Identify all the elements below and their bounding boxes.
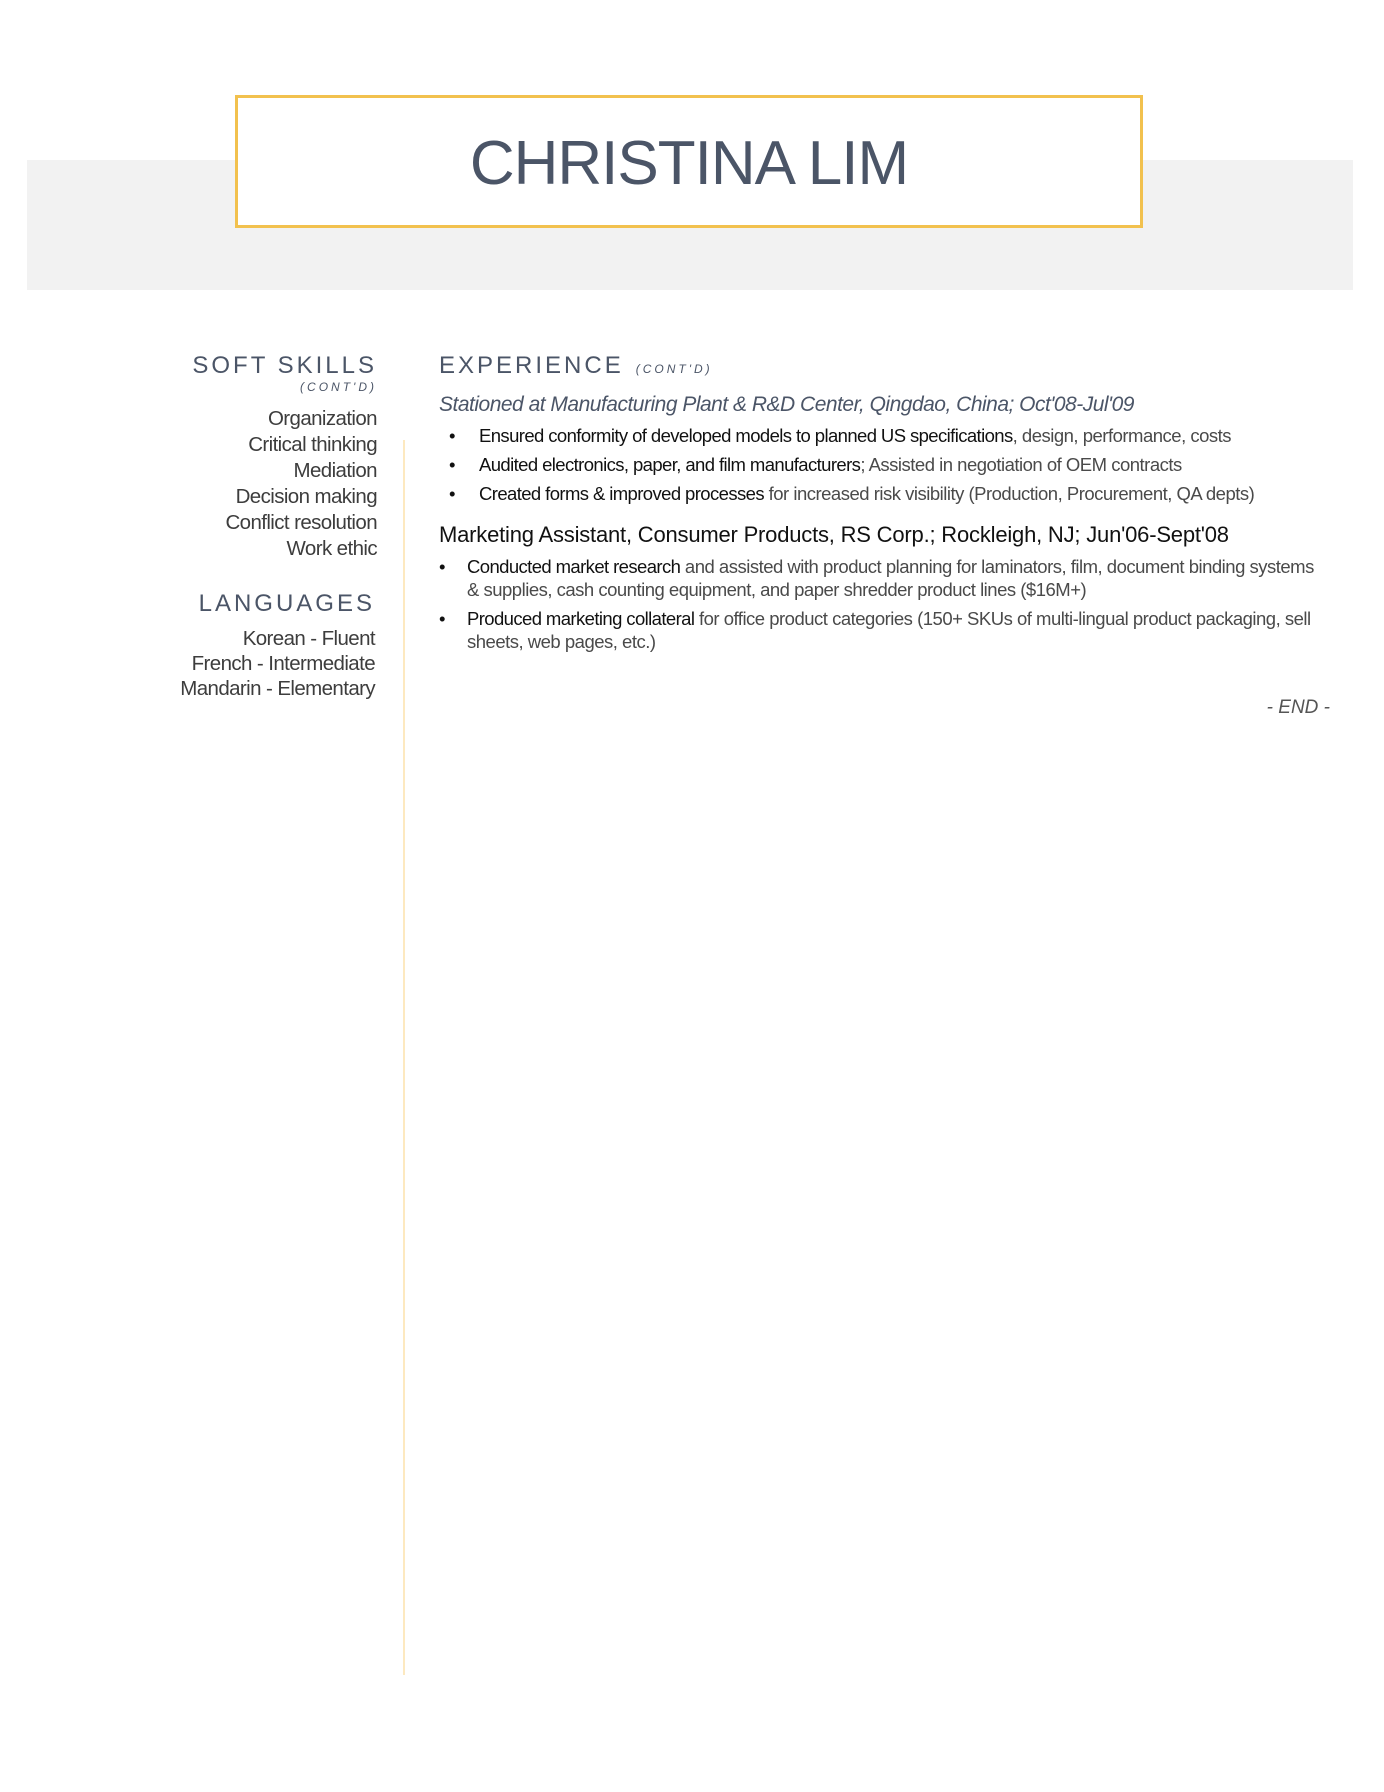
role1-bullets — [439, 424, 1319, 505]
list-item — [439, 555, 1319, 601]
role2-heading: Marketing Assistant, Consumer Products, RS Corp.; Rockleigh, NJ; Jun'06-Sept'08 — [439, 522, 1229, 547]
soft-skills-title: SOFT SKILLS — [192, 352, 377, 379]
bullet-rest: , design, performance, costs — [1012, 425, 1232, 446]
list-item — [439, 424, 1319, 447]
bullet-strong: Conducted market research — [467, 556, 681, 577]
experience-title-row — [439, 352, 1319, 380]
bullet-rest: for office product categories (150+ SKUs of multi-lingual product packaging, sell sheets, web pages, etc.) — [467, 608, 1311, 652]
role2-bullets — [439, 555, 1319, 653]
bullet-strong: Audited electronics, paper, and film manufacturers — [479, 454, 861, 475]
list-item: Work ethic — [286, 537, 377, 560]
bullet-rest: and assisted with product planning for laminators, film, document binding systems & supplies, cash counting equipment, and paper shredder product lines ($16M+) — [467, 556, 1314, 600]
bullet-strong: Created forms & improved processes — [479, 483, 764, 504]
experience-title: EXPERIENCE — [439, 352, 624, 379]
end-marker: - END - — [1266, 697, 1330, 718]
soft-skills-list — [60, 406, 377, 562]
bullet-strong: Produced marketing collateral — [467, 608, 695, 629]
bullet-strong: Ensured conformity of developed models to planned US specifications — [479, 425, 1013, 446]
list-item: Decision making — [235, 485, 377, 508]
list-item: Mandarin - Elementary — [180, 677, 375, 700]
bullet-rest: for increased risk visibility (Production, Procurement, QA depts) — [763, 483, 1255, 504]
list-item — [439, 482, 1319, 505]
column-divider — [403, 440, 405, 1675]
languages-section — [60, 590, 375, 701]
bullet-rest: ; Assisted in negotiation of OEM contracts — [860, 454, 1182, 475]
role1-heading: Stationed at Manufacturing Plant & R&D Center, Qingdao, China; Oct'08-Jul'09 — [439, 393, 1134, 416]
candidate-name: CHRISTINA LIM — [469, 129, 909, 198]
list-item — [439, 453, 1319, 476]
soft-skills-cont: (CONT'D) — [300, 380, 377, 394]
languages-title: LANGUAGES — [198, 590, 375, 617]
soft-skills-section — [60, 352, 377, 562]
list-item: Critical thinking — [248, 433, 377, 456]
list-item — [439, 607, 1319, 653]
list-item: Mediation — [293, 459, 377, 482]
list-item: Conflict resolution — [225, 511, 377, 534]
name-box — [235, 95, 1143, 228]
experience-section — [439, 352, 1319, 659]
experience-cont: (CONT'D) — [635, 362, 713, 376]
list-item: Organization — [267, 407, 377, 430]
languages-list — [60, 626, 375, 701]
list-item: French - Intermediate — [191, 652, 375, 675]
list-item: Korean - Fluent — [242, 627, 375, 650]
